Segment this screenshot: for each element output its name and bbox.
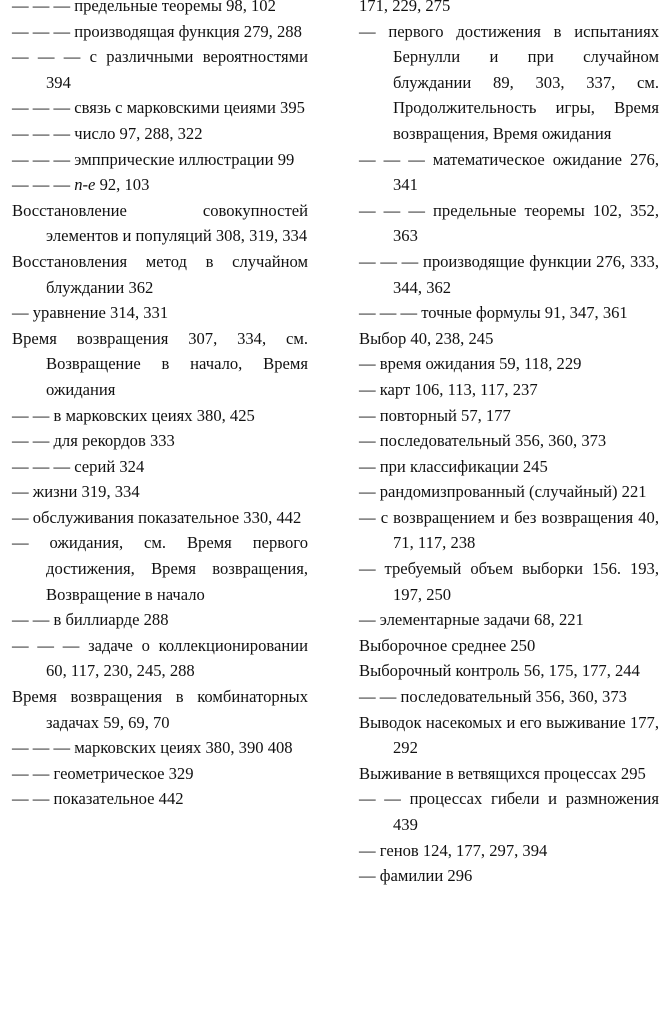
- index-entry: [12, 172, 308, 198]
- index-entry: — — — производящая функция 279, 288: [12, 21, 302, 41]
- index-entry: Время возвращения 307, 334, см. Возвращение в начало, Время ожидания: [12, 328, 308, 399]
- index-column-right: [359, 0, 659, 889]
- index-entry: Восстановления метод в случайном блуждании 362: [12, 251, 308, 297]
- index-entry: — фамилии 296: [359, 866, 473, 886]
- index-entry: — жизни 319, 334: [12, 482, 140, 502]
- index-entry: — — — связь с марковскими цеиями 395: [12, 98, 305, 118]
- index-entry: — — — предельные теоремы 98, 102: [12, 0, 276, 15]
- entry-italic-term: n-е: [74, 175, 96, 195]
- index-entry: — — процессах гибели и размножения 439: [359, 789, 659, 834]
- index-entry: 171, 229, 275: [359, 0, 451, 15]
- index-entry: Выбор 40, 238, 245: [359, 328, 494, 348]
- index-entry: — — — число 97, 288, 322: [12, 123, 203, 143]
- index-entry: — — в биллиарде 288: [12, 610, 169, 630]
- entry-prefix: — — —: [12, 175, 75, 195]
- index-entry: Выживание в ветвящихся процессах 295: [359, 763, 646, 783]
- index-entry: — повторный 57, 177: [359, 405, 511, 425]
- index-entry: — рандомизпрованный (случайный) 221: [359, 482, 647, 502]
- index-entry: — с возвращением и без возвращения 40, 71, 117, 238: [359, 507, 659, 553]
- index-entry: Выводок насекомых и его выживание 177, 292: [359, 712, 659, 758]
- index-column-left: [12, 0, 308, 812]
- index-entry: — — — производящие функции 276, 333, 344, 362: [359, 251, 659, 297]
- index-entry: — — — точные формулы 91, 347, 361: [359, 303, 628, 323]
- index-entry: — время ожидания 59, 118, 229: [359, 354, 582, 374]
- index-entry: Выборочное среднее 250: [359, 635, 536, 655]
- index-entry: Выборочный контроль 56, 175, 177, 244: [359, 661, 640, 681]
- index-entry: — — — эмппрические иллюстрации 99: [12, 149, 295, 169]
- index-entry: — — для рекордов 333: [12, 431, 175, 451]
- index-entry: — требуемый объем выборки 156. 193, 197, 250: [359, 559, 659, 604]
- index-entry: — — — с различными вероятностями 394: [12, 47, 308, 92]
- index-entry: — — геометрическое 329: [12, 763, 194, 783]
- index-entry: — первого достижения в испытаниях Бернулли и при случайном блуждании 89, 303, 337, см. Продолжительность игры, Время возвращения, Время ожидания: [359, 21, 659, 143]
- index-entry: Восстановление совокупностей элементов и популяций 308, 319, 334: [12, 200, 308, 246]
- index-entry: — ожидания, см. Время первого достижения, Время возвращения, Возвращение в начало: [12, 533, 308, 604]
- index-entry: Время возвращения в комбинаторных задачах 59, 69, 70: [12, 687, 308, 732]
- index-entry: — — — математическое ожидание 276, 341: [359, 149, 659, 195]
- index-entry: — элементарные задачи 68, 221: [359, 610, 584, 630]
- index-entry: — — — задаче о коллекционировании 60, 117, 230, 245, 288: [12, 635, 308, 681]
- index-entry: — при классификации 245: [359, 456, 548, 476]
- index-entry: — — последовательный 356, 360, 373: [359, 687, 627, 707]
- entry-pages: 92, 103: [95, 175, 150, 195]
- index-entry: — генов 124, 177, 297, 394: [359, 840, 548, 860]
- index-entry: — обслуживания показательное 330, 442: [12, 507, 302, 527]
- index-entry: — — в марковских цеиях 380, 425: [12, 405, 255, 425]
- index-entry: — — — предельные теоремы 102, 352, 363: [359, 200, 659, 246]
- index-entry: — последовательный 356, 360, 373: [359, 431, 607, 451]
- index-entry: — — — марковских цеиях 380, 390 408: [12, 738, 293, 758]
- index-entry: — карт 106, 113, 117, 237: [359, 379, 538, 399]
- index-entry: — уравнение 314, 331: [12, 303, 169, 323]
- index-entry: — — — серий 324: [12, 456, 145, 476]
- index-entry: — — показательное 442: [12, 789, 184, 809]
